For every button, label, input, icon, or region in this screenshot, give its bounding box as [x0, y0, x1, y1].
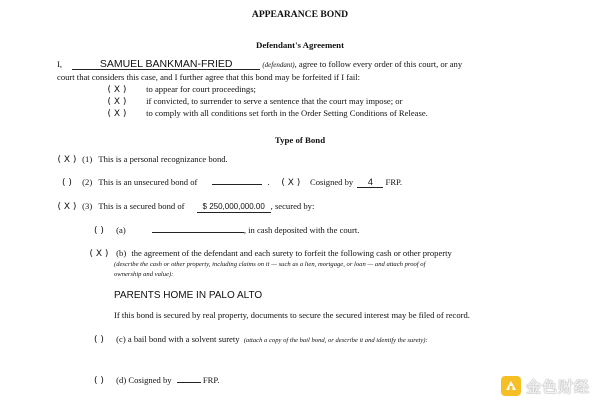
bond-3-text: This is a secured bond of [98, 201, 185, 211]
bond-3-number: (3) [82, 201, 93, 211]
option-c-bail-bond [86, 334, 428, 346]
option-b-note-line-1: (describe the cash or other property, including claims on it — such as a lien, mortgage, or loan — and attach proof of [114, 261, 426, 268]
option-a-amount-blank [152, 232, 244, 233]
condition-appear-text: to appear for court proceedings; [146, 84, 256, 94]
option-d-label: (d) [116, 375, 127, 385]
watermark-text: 金色财经 [525, 377, 590, 396]
option-c-label: (c) [116, 334, 126, 344]
option-d-checkbox: ( ) [94, 376, 104, 386]
secured-property-description: PARENTS HOME IN PALO ALTO [114, 290, 263, 301]
option-b-note-line-2: ownership and value): [114, 271, 174, 278]
condition-comply [104, 108, 428, 120]
condition-appear-checkbox: ( X ) [107, 85, 127, 95]
option-a-cash [86, 225, 359, 237]
jinse-logo-icon [500, 375, 522, 397]
bond-2-cosign-suffix: FRP. [385, 177, 403, 187]
option-a-text: , in cash deposited with the court. [243, 225, 360, 235]
agreement-heading: Defendant's Agreement [255, 40, 345, 50]
option-c-text: a bail bond with a solvent surety [127, 334, 240, 344]
option-a-label: (a) [116, 225, 126, 235]
bond-secured [54, 201, 314, 213]
real-property-record-note: If this bond is secured by real property, documents to secure the secured interest may be filed of record. [114, 310, 470, 320]
intro-line-1-rest: , agree to follow every order of this court, or any [294, 59, 463, 69]
bond-2-checkbox: ( ) [62, 178, 72, 188]
option-d-cosigned [86, 375, 219, 387]
bond-2-cosign-text: Cosigned by [310, 177, 354, 187]
option-c-checkbox: ( ) [94, 335, 104, 345]
bond-unsecured [54, 177, 402, 189]
bond-2-cosign-count: 4 [357, 177, 383, 188]
bond-2-period: . [267, 177, 270, 187]
bond-1-text: This is a personal recognizance bond. [98, 154, 228, 164]
condition-comply-checkbox: ( X ) [107, 109, 127, 119]
bond-2-cosign-checkbox: ( X ) [281, 178, 301, 188]
option-d-text: Cosigned by [128, 375, 172, 385]
option-d-suffix: FRP. [202, 375, 220, 385]
option-b-checkbox: ( X ) [89, 249, 109, 259]
bond-2-number: (2) [82, 177, 93, 187]
option-a-checkbox: ( ) [94, 226, 104, 236]
condition-surrender-text: if convicted, to surrender to serve a sentence that the court may impose; or [146, 96, 403, 106]
option-b-property [86, 248, 452, 260]
bond-3-checkbox: ( X ) [57, 202, 77, 212]
type-of-bond-heading: Type of Bond [274, 135, 326, 145]
defendant-name: SAMUEL BANKMAN-FRIED [72, 59, 260, 70]
condition-comply-text: to comply with all conditions set forth in the Order Setting Conditions of Release. [146, 108, 428, 118]
bond-2-amount-blank [212, 184, 262, 185]
defendant-label: (defendant) [262, 61, 295, 69]
bond-3-amount: $ 250,000,000.00 [197, 202, 271, 213]
bond-1-number: (1) [82, 154, 93, 164]
bond-1-checkbox: ( X ) [57, 155, 77, 165]
condition-surrender-checkbox: ( X ) [107, 97, 127, 107]
option-d-count-blank [177, 382, 201, 383]
watermark [500, 375, 590, 397]
bond-3-suffix: , secured by: [270, 201, 315, 211]
document-title: APPEARANCE BOND [251, 9, 349, 20]
intro-prefix: I, [57, 59, 63, 69]
option-c-note: (attach a copy of the bail bond, or describe it and identify the surety): [243, 337, 428, 344]
intro-line-1 [57, 59, 462, 71]
condition-appear [104, 84, 256, 96]
option-b-label: (b) [116, 248, 127, 258]
bond-2-text: This is an unsecured bond of [98, 177, 198, 187]
condition-surrender [104, 96, 402, 108]
option-b-text: the agreement of the defendant and each surety to forfeit the following cash or other property [131, 248, 452, 258]
intro-line-2: court that considers this case, and I further agree that this bond may be forfeited if I fail: [57, 72, 361, 82]
bond-personal-recognizance [54, 154, 228, 166]
